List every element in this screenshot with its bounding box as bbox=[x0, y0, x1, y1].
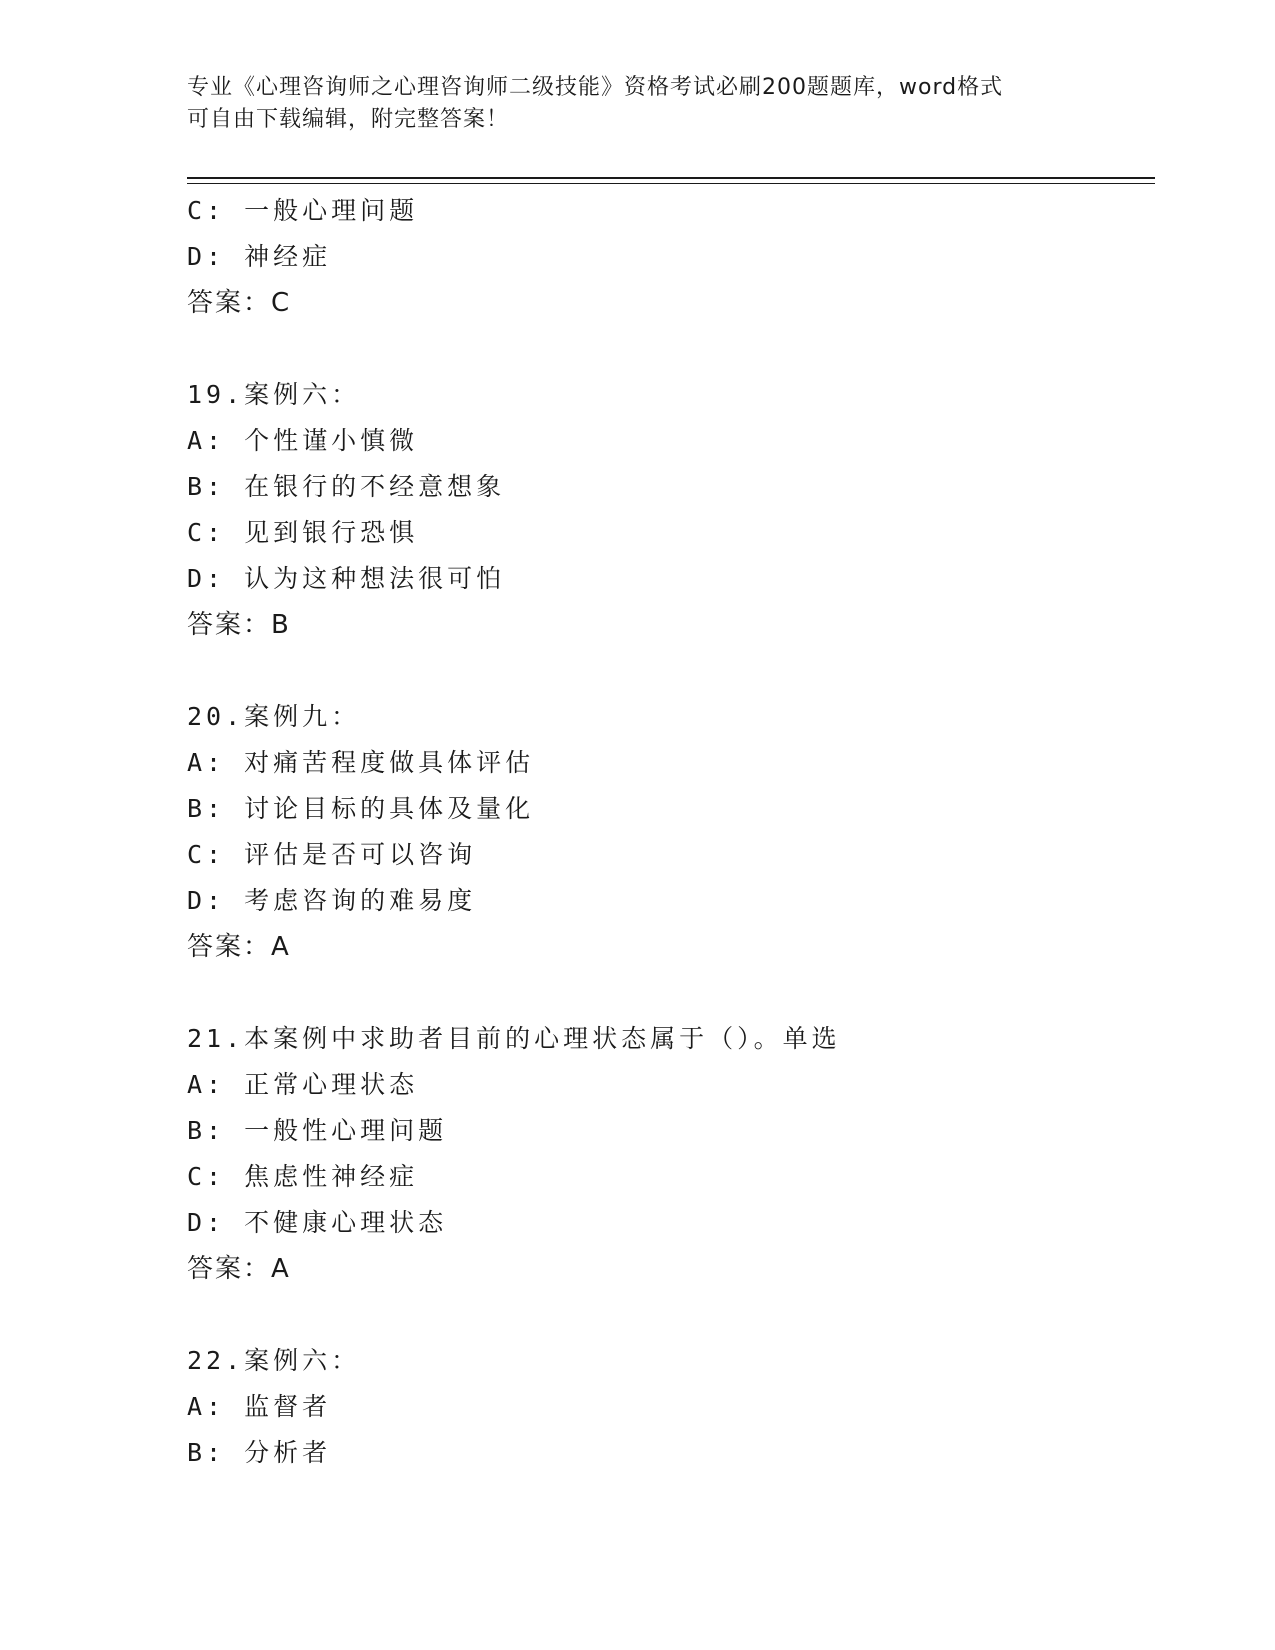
spacer bbox=[187, 970, 1147, 1016]
header-line-2: 可自由下载编辑，附完整答案！ bbox=[187, 107, 510, 132]
question-21 bbox=[187, 1016, 1147, 1292]
option-c: C: 焦虑性神经症 bbox=[187, 1162, 419, 1191]
document-header bbox=[187, 72, 1087, 136]
answer-line: 答案：C bbox=[187, 288, 292, 318]
option-c: C: 一般心理问题 bbox=[187, 196, 419, 225]
question-19 bbox=[187, 372, 1147, 648]
answer-line: 答案：B bbox=[187, 610, 291, 640]
question-fragment bbox=[187, 188, 1147, 326]
question-title: 21.本案例中求助者目前的心理状态属于（）。单选 bbox=[187, 1024, 841, 1053]
spacer bbox=[187, 648, 1147, 694]
option-d: D: 认为这种想法很可怕 bbox=[187, 564, 506, 593]
option-d: D: 不健康心理状态 bbox=[187, 1208, 448, 1237]
option-c: C: 见到银行恐惧 bbox=[187, 518, 419, 547]
header-line-1: 专业《心理咨询师之心理咨询师二级技能》资格考试必刷200题题库，word格式 bbox=[187, 75, 1004, 100]
option-d: D: 考虑咨询的难易度 bbox=[187, 886, 477, 915]
question-list bbox=[187, 188, 1147, 1476]
option-a: A: 个性谨小慎微 bbox=[187, 426, 419, 455]
option-b: B: 在银行的不经意想象 bbox=[187, 472, 506, 501]
option-a: A: 正常心理状态 bbox=[187, 1070, 419, 1099]
question-20 bbox=[187, 694, 1147, 970]
question-22 bbox=[187, 1338, 1147, 1476]
spacer bbox=[187, 1292, 1147, 1338]
option-c: C: 评估是否可以咨询 bbox=[187, 840, 477, 869]
header-divider-thin bbox=[187, 183, 1155, 184]
answer-line: 答案：A bbox=[187, 932, 291, 962]
option-b: B: 分析者 bbox=[187, 1438, 332, 1467]
answer-line: 答案：A bbox=[187, 1254, 291, 1284]
option-a: A: 监督者 bbox=[187, 1392, 332, 1421]
question-title: 20.案例九： bbox=[187, 702, 361, 731]
question-title: 22.案例六： bbox=[187, 1346, 361, 1375]
question-title: 19.案例六： bbox=[187, 380, 361, 409]
spacer bbox=[187, 326, 1147, 372]
option-b: B: 讨论目标的具体及量化 bbox=[187, 794, 535, 823]
option-b: B: 一般性心理问题 bbox=[187, 1116, 448, 1145]
header-divider-thick bbox=[187, 177, 1155, 179]
option-d: D: 神经症 bbox=[187, 242, 332, 271]
option-a: A: 对痛苦程度做具体评估 bbox=[187, 748, 535, 777]
